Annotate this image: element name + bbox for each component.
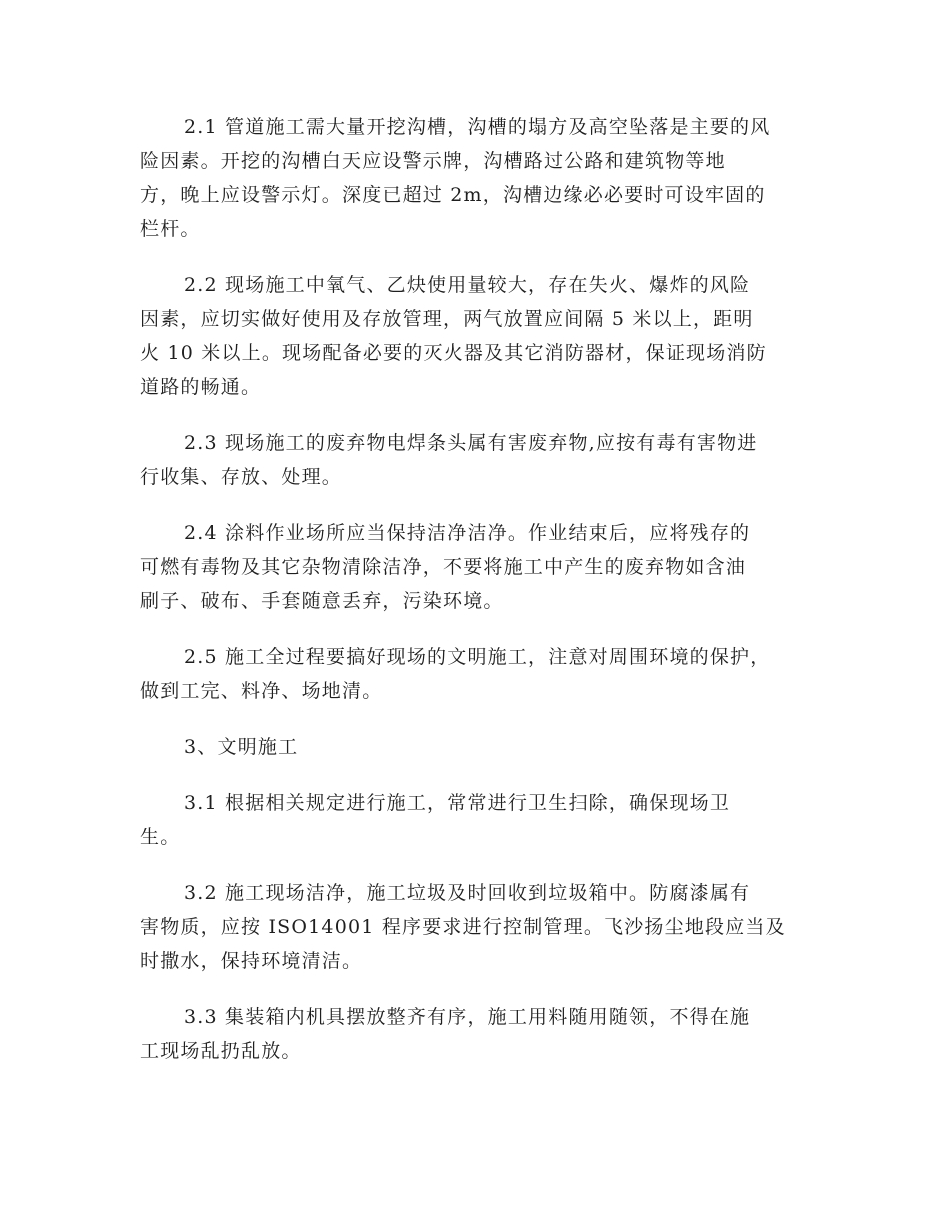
paragraph-line: 2.5 施工全过程要搞好现场的文明施工，注意对周围环境的保护，: [184, 646, 771, 668]
paragraph-line: 3.2 施工现场洁净，施工垃圾及时回收到垃圾箱中。防腐漆属有: [184, 882, 751, 904]
paragraph-line: 2.1 管道施工需大量开挖沟槽，沟槽的塌方及高空坠落是主要的风: [184, 116, 771, 138]
paragraph-line: 行收集、存放、处理。: [140, 466, 343, 488]
section-heading: 3、文明施工: [184, 736, 299, 758]
paragraph-3-3: [140, 1000, 810, 1068]
paragraph-line: 刷子、破布、手套随意丢弃，污染环境。: [140, 590, 504, 612]
paragraph-line: 栏杆。: [140, 218, 201, 240]
paragraph-line: 生。: [140, 826, 181, 848]
paragraph-2-3: [140, 426, 810, 494]
paragraph-2-4: [140, 516, 810, 618]
paragraph-line: 害物质，应按 ISO14001 程序要求进行控制管理。飞沙扬尘地段应当及: [140, 916, 786, 938]
paragraph-3-1: [140, 786, 810, 854]
paragraph-line: 方，晚上应设警示灯。深度已超过 2m，沟槽边缘必必要时可设牢固的: [140, 184, 766, 206]
paragraph-line: 火 10 米以上。现场配备必要的灭火器及其它消防器材，保证现场消防: [140, 342, 767, 364]
paragraph-2-5: [140, 640, 810, 708]
paragraph-line: 险因素。开挖的沟槽白天应设警示牌，沟槽路过公路和建筑物等地: [140, 150, 726, 172]
paragraph-line: 2.4 涂料作业场所应当保持洁净洁净。作业结束后，应将残存的: [184, 522, 751, 544]
paragraph-line: 3.1 根据相关规定进行施工，常常进行卫生扫除，确保现场卫: [184, 792, 731, 814]
paragraph-2-1: [140, 110, 810, 246]
paragraph-line: 因素，应切实做好使用及存放管理，两气放置应间隔 5 米以上，距明: [140, 308, 754, 330]
paragraph-line: 道路的畅通。: [140, 376, 262, 398]
paragraph-line: 时撒水，保持环境清洁。: [140, 950, 363, 972]
paragraph-3-2: [140, 876, 810, 978]
paragraph-line: 可燃有毒物及其它杂物清除洁净，不要将施工中产生的废弃物如含油: [140, 556, 747, 578]
paragraph-line: 2.2 现场施工中氧气、乙炔使用量较大，存在失火、爆炸的风险: [184, 274, 751, 296]
paragraph-2-2: [140, 268, 810, 404]
section-heading-3: [140, 730, 810, 764]
paragraph-line: 工现场乱扔乱放。: [140, 1040, 302, 1062]
paragraph-line: 2.3 现场施工的废弃物电焊条头属有害废弃物,应按有毒有害物进: [184, 432, 758, 454]
paragraph-line: 做到工完、料净、场地清。: [140, 680, 383, 702]
document-page: [140, 110, 810, 1090]
paragraph-line: 3.3 集装箱内机具摆放整齐有序，施工用料随用随领，不得在施: [184, 1006, 751, 1028]
